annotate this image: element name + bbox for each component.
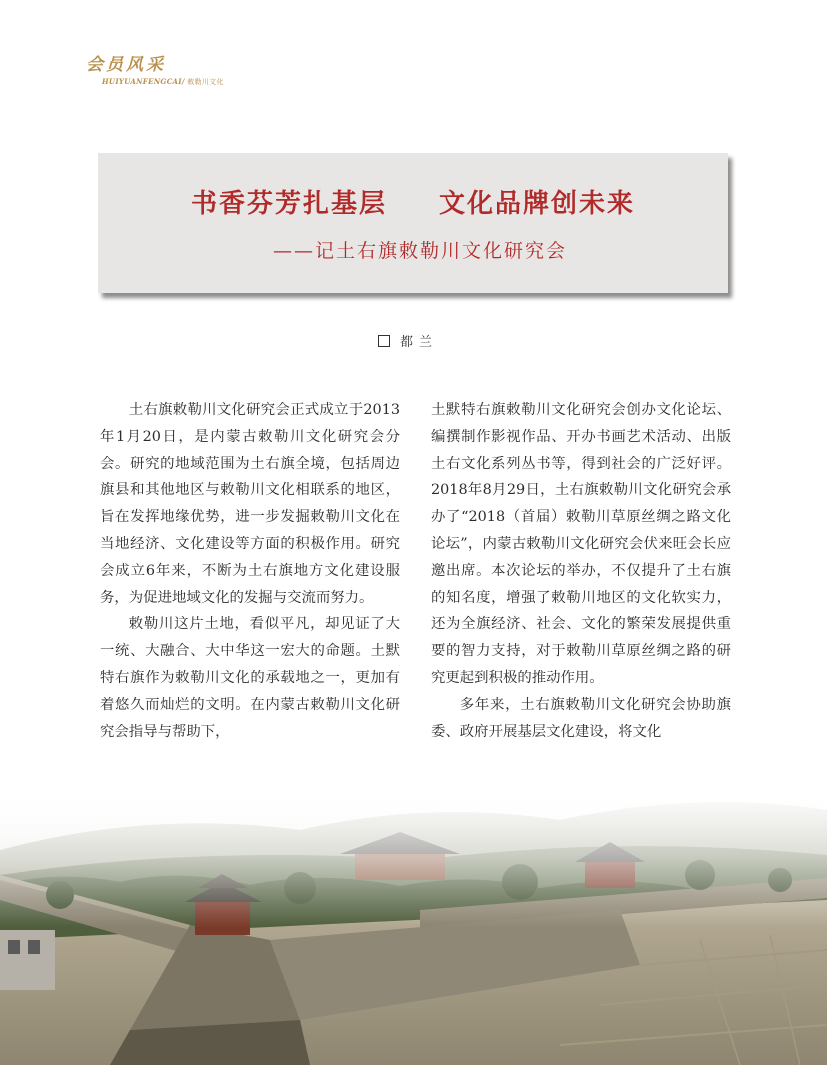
author-line [378,331,438,350]
paragraph: 多年来，土右旗敕勒川文化研究会协助旗委、政府开展基层文化建设，将文化 [431,696,731,740]
ancient-walled-town-photo [0,790,827,1065]
article-title-part1: 书香芬芳扎基层 [190,189,387,219]
title-box [98,153,728,293]
body-column-left [100,397,400,745]
paragraph: 土默特右旗敕勒川文化研究会创办文化论坛、编撰制作影视作品、开办书画艺术活动、出版土右文化系列丛书等，得到社会的广泛好评。2018年8月29日，土右旗敕勒川文化研究会承办了“2018（首届）敕勒川草原丝绸之路文化论坛”，内蒙古敕勒川文化研究会伏来旺会长应邀出席。本次论坛的举办，不仅提升了土右旗的知名度，增强了敕勒川地区的文化软实力，还为全旗经济、社会、文化的繁荣发展提供重要的智力支持，对于敕勒川草原丝绸之路的研究更起到积极的推动作用。 [431,402,731,686]
section-header [86,50,224,87]
article-subtitle: ——记土右旗敕勒川文化研究会 [272,240,567,262]
body-column-right [431,397,731,745]
paragraph: 敕勒川这片土地，看似平凡，却见证了大一统、大融合、大中华这一宏大的命题。土默特右旗作为敕勒川文化的承载地之一，更加有着悠久而灿烂的文明。在内蒙古敕勒川文化研究会指导与帮助下， [100,616,400,740]
paragraph: 土右旗敕勒川文化研究会正式成立于2013年1月20日，是内蒙古敕勒川文化研究会分会。研究的地域范围为土右旗全境，包括周边旗县和其他地区与敕勒川文化相联系的地区，旨在发挥地缘优势，进一步发掘敕勒川文化在当地经济、文化建设等方面的积极作用。研究会成立6年来，不断为土右旗地方文化建设服务，为促进地域文化的发掘与交流而努力。 [100,402,400,606]
article-title [98,183,728,220]
section-title: 会员风采 [86,55,166,75]
author-box-icon [378,335,390,347]
section-subtitle: HUIYUANFENGCAI/ 敕勒川文化 [102,77,224,86]
article-title-part2: 文化品牌创未来 [439,189,636,219]
author-name: 都兰 [400,335,439,350]
section-subtitle-en: HUIYUANFENGCAI [102,77,182,86]
section-subtitle-cn: 敕勒川文化 [187,78,224,86]
